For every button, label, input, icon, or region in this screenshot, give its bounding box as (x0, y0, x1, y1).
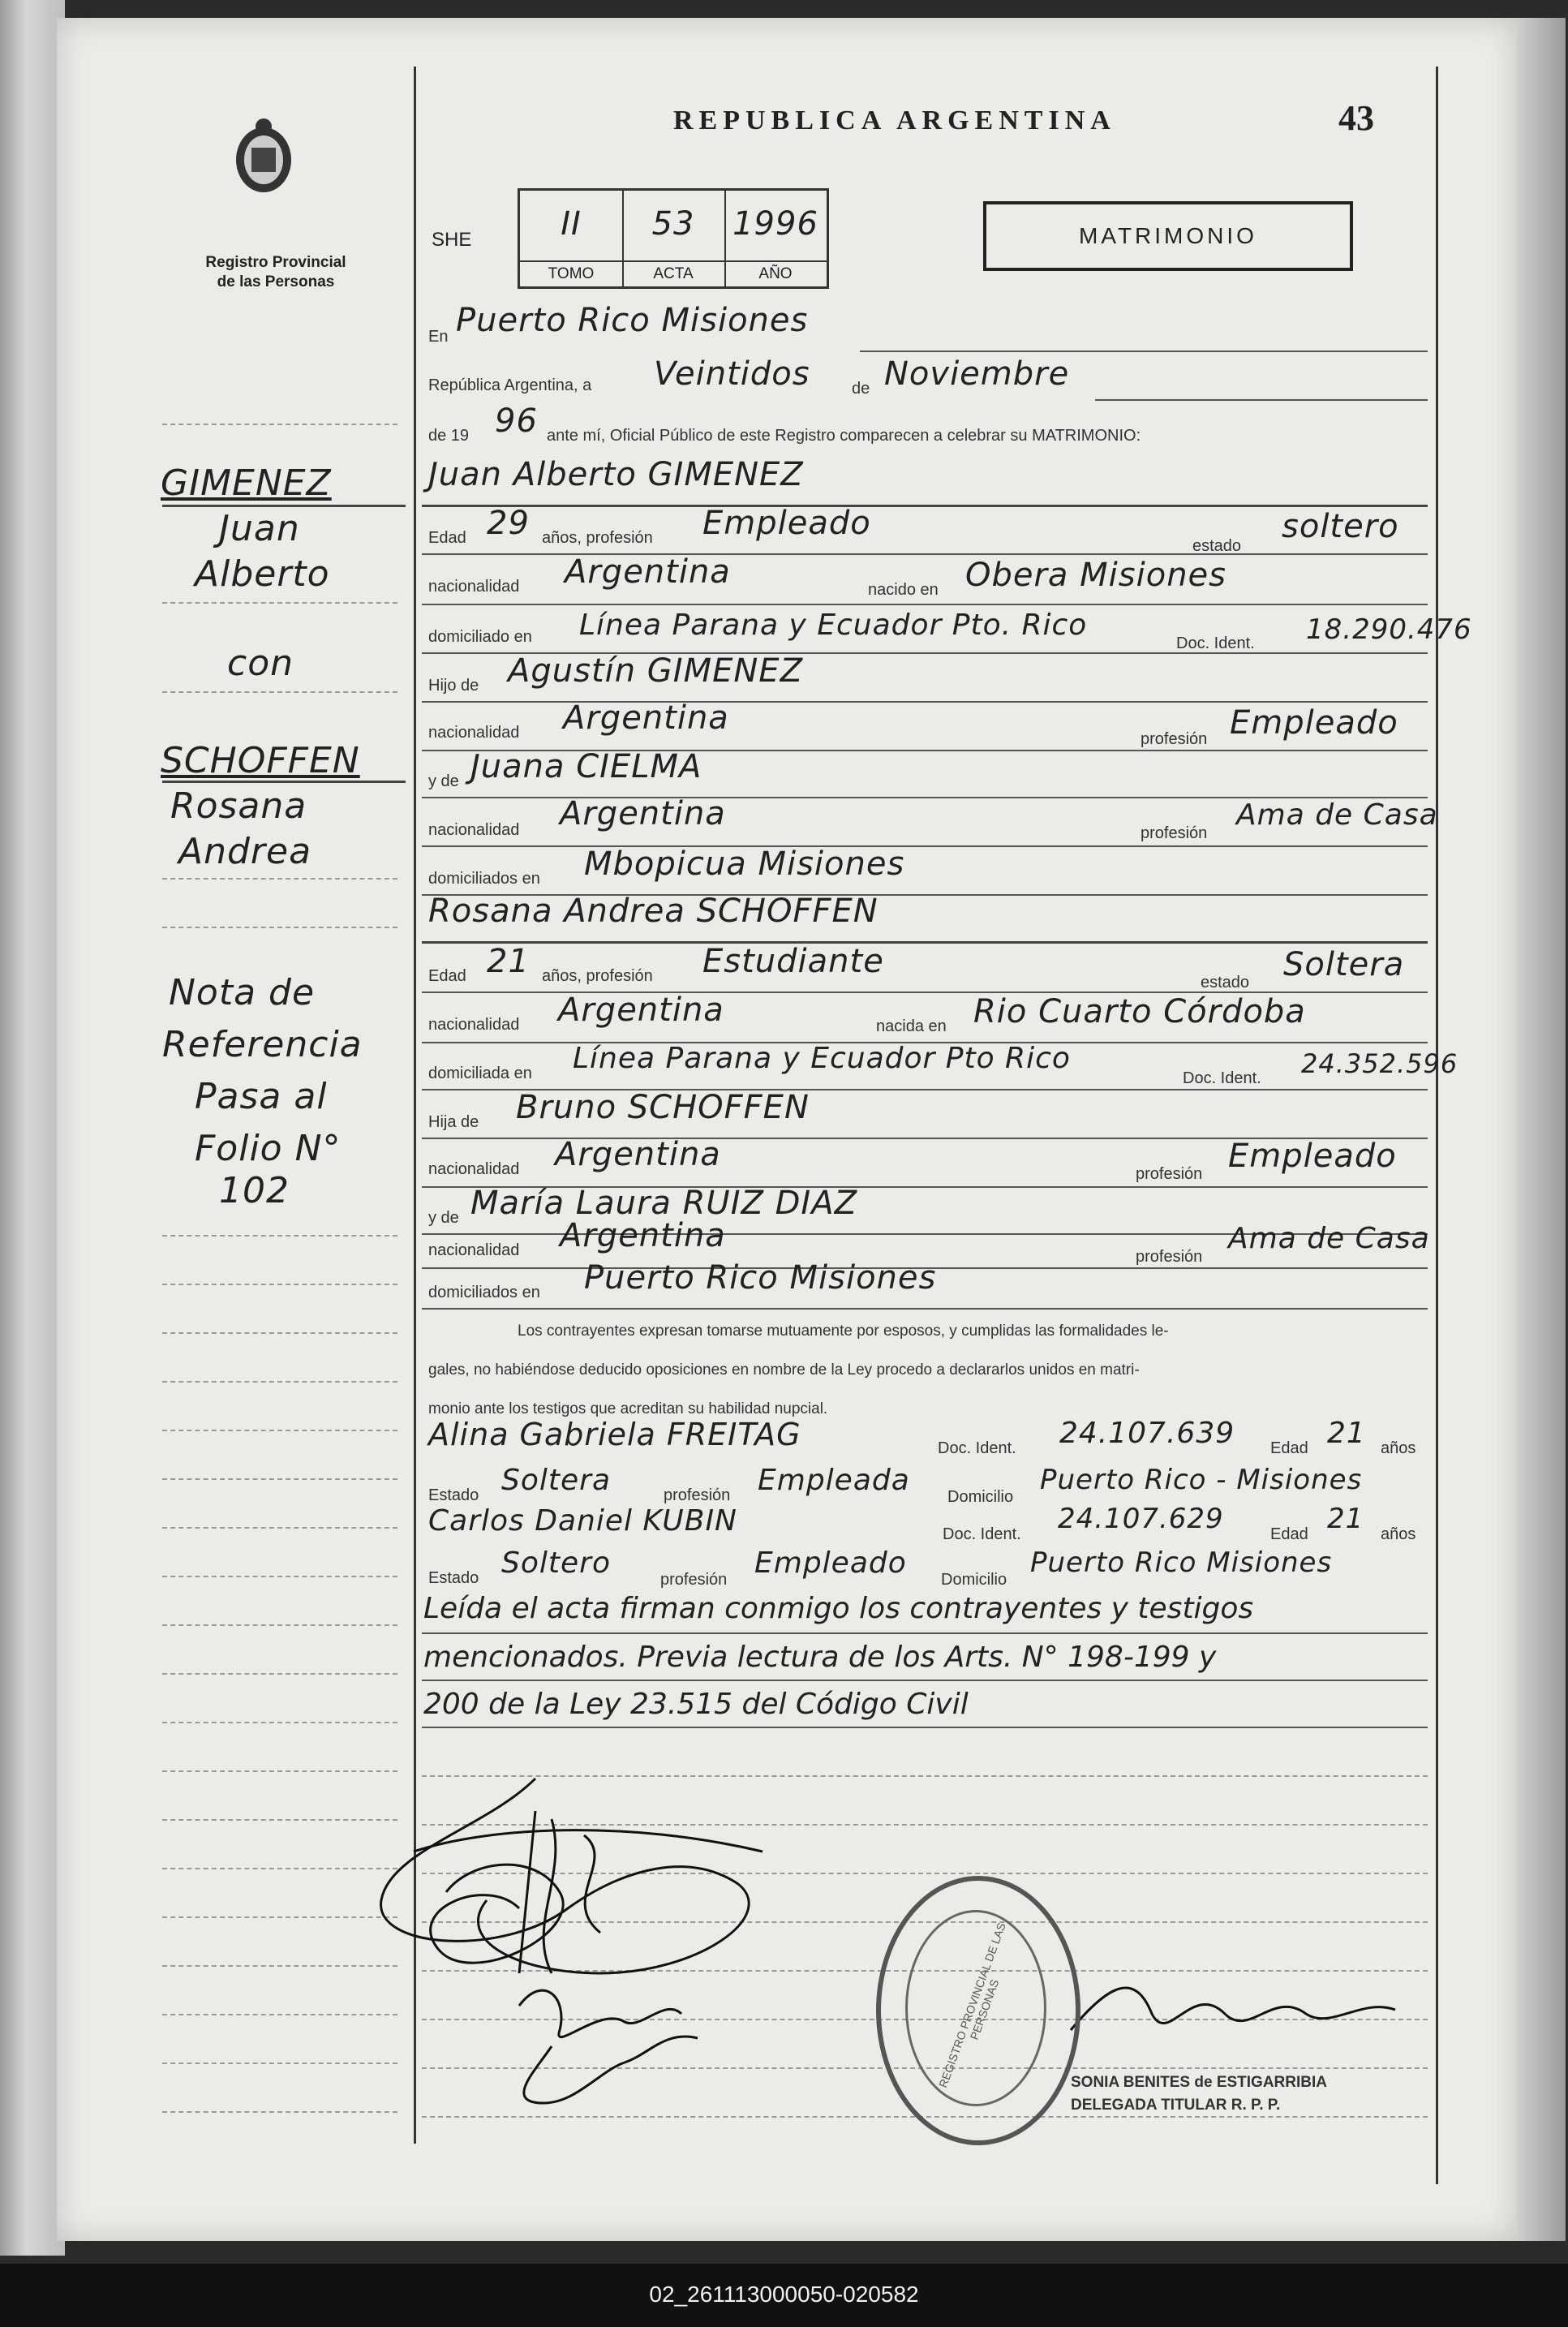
groom-father-nac-label: nacionalidad (428, 724, 520, 742)
paragraph-line2: gales, no habiéndose deducido oposiciones en nombre de la Ley procedo a declararlos unidos en matri- (428, 1361, 1140, 1379)
margin-con: con (227, 643, 294, 684)
right-border (1436, 67, 1438, 2184)
record-type-box: MATRIMONIO (983, 201, 1353, 271)
witness1-name: Alina Gabriela FREITAG (428, 1417, 801, 1452)
official-seal (876, 1876, 1080, 2145)
groom-parents-dom-label: domiciliados en (428, 870, 540, 888)
groom-birthplace: Obera Misiones (965, 557, 1227, 594)
groom-parents-domicile: Mbopicua Misiones (584, 845, 905, 883)
groom-father-nationality: Argentina (563, 699, 729, 737)
bride-estado: Soltera (1283, 946, 1405, 983)
witness1-edad-label: Edad (1270, 1439, 1308, 1457)
groom-nationality: Argentina (565, 553, 731, 591)
margin-groom-name2: Alberto (195, 553, 330, 595)
bride-parents-domicile: Puerto Rico Misiones (584, 1259, 937, 1297)
registry-name-line2: de las Personas (217, 273, 335, 290)
country-title: REPUBLICA ARGENTINA (673, 105, 1116, 135)
page-number: 43 (1338, 98, 1374, 138)
witness2-doc: 24.107.629 (1058, 1503, 1224, 1535)
groom-father-prof-label: profesión (1141, 730, 1208, 748)
bride-full-name: Rosana Andrea SCHOFFEN (428, 893, 879, 930)
acta-value: 53 (651, 205, 695, 243)
groom-estado: soltero (1282, 508, 1399, 545)
witness2-domicilio-label: Domicilio (941, 1571, 1007, 1589)
witness1-age: 21 (1327, 1417, 1366, 1450)
margin-bride-name1: Rosana (170, 785, 307, 827)
witness2-estado-label: Estado (428, 1569, 479, 1587)
margin-note-line5: 102 (219, 1170, 290, 1211)
bride-parents-dom-label: domiciliados en (428, 1284, 540, 1301)
paragraph-line3: monio ante los testigos que acreditan su habilidad nupcial. (428, 1400, 828, 1417)
margin-note-line2: Referencia (162, 1024, 363, 1065)
groom-full-name: Juan Alberto GIMENEZ (428, 456, 804, 493)
witness1-domicile: Puerto Rico - Misiones (1040, 1464, 1363, 1496)
margin-note-line4: Folio N° (195, 1128, 342, 1169)
groom-domicile: Línea Parana y Ecuador Pto. Rico (579, 609, 1088, 642)
bride-anos-label: años, profesión (542, 967, 653, 985)
bride-father-prof-label: profesión (1136, 1165, 1203, 1183)
groom-edad-label: Edad (428, 529, 466, 547)
closing-line2: mencionados. Previa lectura de los Arts. N° 198-199 y (423, 1641, 1217, 1674)
coat-of-arms-icon (227, 115, 300, 196)
groom-estado-label: estado (1192, 537, 1242, 555)
witness1-estado: Soltera (501, 1464, 612, 1497)
margin-bride-surname: SCHOFFEN (161, 740, 360, 781)
witness2-prof-label: profesión (660, 1571, 728, 1589)
de-label: de (852, 380, 870, 398)
margin-groom-name1: Juan (219, 508, 300, 549)
witness1-domicilio-label: Domicilio (947, 1488, 1014, 1506)
witness1-doc: 24.107.639 (1059, 1417, 1235, 1450)
bride-age: 21 (487, 943, 530, 980)
groom-dom-label: domiciliado en (428, 628, 532, 646)
month-value: Noviembre (884, 355, 1070, 393)
signature-scribbles (357, 1762, 779, 2136)
groom-yde-label: y de (428, 772, 459, 790)
groom-mother-nac-label: nacionalidad (428, 821, 520, 839)
tomo-value: II (561, 205, 582, 243)
bride-hija-label: Hija de (428, 1113, 479, 1131)
groom-doc-label: Doc. Ident. (1176, 634, 1255, 652)
bride-dom-label: domiciliada en (428, 1065, 532, 1082)
bride-mother-prof-label: profesión (1136, 1248, 1203, 1266)
groom-father: Agustín GIMENEZ (508, 652, 803, 690)
bride-mother-nationality: Argentina (560, 1217, 726, 1254)
bride-father-nac-label: nacionalidad (428, 1160, 520, 1178)
witness2-doc-label: Doc. Ident. (943, 1525, 1021, 1543)
witness1-doc-label: Doc. Ident. (938, 1439, 1016, 1457)
tomo-acta-ano-box (518, 188, 829, 289)
witness2-edad-label: Edad (1270, 1525, 1308, 1543)
bride-mother-profession: Ama de Casa (1228, 1222, 1430, 1255)
groom-mother-nationality: Argentina (560, 795, 726, 832)
groom-mother-profession: Ama de Casa (1236, 798, 1438, 832)
closing-line1: Leída el acta firman conmigo los contrayentes y testigos (423, 1592, 1254, 1625)
tomo-label: TOMO (548, 265, 595, 282)
groom-nac-label: nacionalidad (428, 578, 520, 596)
bride-domicile: Línea Parana y Ecuador Pto Rico (573, 1042, 1071, 1075)
bride-father: Bruno SCHOFFEN (516, 1089, 810, 1126)
witness1-estado-label: Estado (428, 1486, 479, 1504)
republica-label: República Argentina, a (428, 376, 592, 394)
bride-profession: Estudiante (702, 943, 884, 980)
ano-value: 1996 (732, 205, 818, 243)
officer-title: DELEGADA TITULAR R. P. P. (1071, 2097, 1281, 2114)
margin-groom-surname: GIMENEZ (161, 462, 332, 504)
groom-anos-label: años, profesión (542, 529, 653, 547)
witness2-anos-label: años (1381, 1525, 1416, 1543)
book-edge (0, 0, 65, 2256)
ano-label: AÑO (758, 265, 793, 282)
bride-nationality: Argentina (558, 991, 724, 1029)
closing-line3: 200 de la Ley 23.515 del Código Civil (423, 1688, 969, 1721)
groom-mother: Juana CIELMA (470, 748, 702, 785)
paragraph-line1: Los contrayentes expresan tomarse mutuamente por esposos, y cumplidas las formalidades le- (518, 1323, 1169, 1340)
witness1-profession: Empleada (758, 1464, 910, 1497)
officer-name: SONIA BENITES de ESTIGARRIBIA (1071, 2074, 1327, 2091)
year-suffix: 96 (495, 402, 538, 440)
day-value: Veintidos (654, 355, 810, 393)
bride-nacida-label: nacida en (876, 1017, 947, 1035)
groom-father-profession: Empleado (1230, 704, 1398, 742)
bride-birthplace: Rio Cuarto Córdoba (973, 993, 1306, 1030)
bride-mother-nac-label: nacionalidad (428, 1241, 520, 1259)
groom-mother-prof-label: profesión (1141, 824, 1208, 842)
officer-signature (1063, 1965, 1403, 2062)
witness2-age: 21 (1327, 1503, 1364, 1535)
page-right-edge (1517, 18, 1566, 2241)
witness2-domicile: Puerto Rico Misiones (1030, 1546, 1333, 1579)
groom-nacido-label: nacido en (868, 581, 939, 599)
register-page (57, 18, 1517, 2241)
ante-text: ante mí, Oficial Público de este Registro comparecen a celebrar su MATRIMONIO: (547, 427, 1141, 445)
witness2-profession: Empleado (754, 1546, 907, 1580)
year-prefix: de 19 (428, 427, 470, 445)
seal-ring-text: REGISTRO PROVINCIAL DE LAS PERSONAS (936, 1921, 1008, 2090)
witness1-anos-label: años (1381, 1439, 1416, 1457)
bride-edad-label: Edad (428, 967, 466, 985)
margin-note-line3: Pasa al (195, 1076, 328, 1117)
margin-note-line1: Nota de (169, 972, 316, 1013)
bride-estado-label: estado (1201, 974, 1250, 991)
witness1-prof-label: profesión (664, 1486, 731, 1504)
groom-hijo-label: Hijo de (428, 677, 479, 695)
witness2-name: Carlos Daniel KUBIN (428, 1504, 737, 1538)
scan-id: 02_261113000050-020582 (649, 2282, 919, 2307)
place-value: Puerto Rico Misiones (456, 302, 809, 339)
margin-bride-name2: Andrea (178, 831, 312, 872)
registry-name-line1: Registro Provincial (205, 254, 346, 271)
groom-age: 29 (487, 505, 530, 542)
en-label: En (428, 328, 449, 346)
bride-father-nationality: Argentina (555, 1136, 721, 1173)
bride-father-profession: Empleado (1228, 1138, 1397, 1175)
bride-nac-label: nacionalidad (428, 1016, 520, 1034)
bride-mother: María Laura RUIZ DIAZ (470, 1185, 857, 1222)
she-label: SHE (432, 229, 472, 251)
groom-profession: Empleado (702, 505, 871, 542)
bride-doc-label: Doc. Ident. (1183, 1069, 1261, 1087)
bride-doc: 24.352.596 (1301, 1048, 1458, 1079)
groom-doc: 18.290.476 (1306, 613, 1472, 646)
acta-label: ACTA (653, 265, 694, 282)
witness2-estado: Soltero (501, 1546, 611, 1580)
bride-yde-label: y de (428, 1209, 459, 1227)
